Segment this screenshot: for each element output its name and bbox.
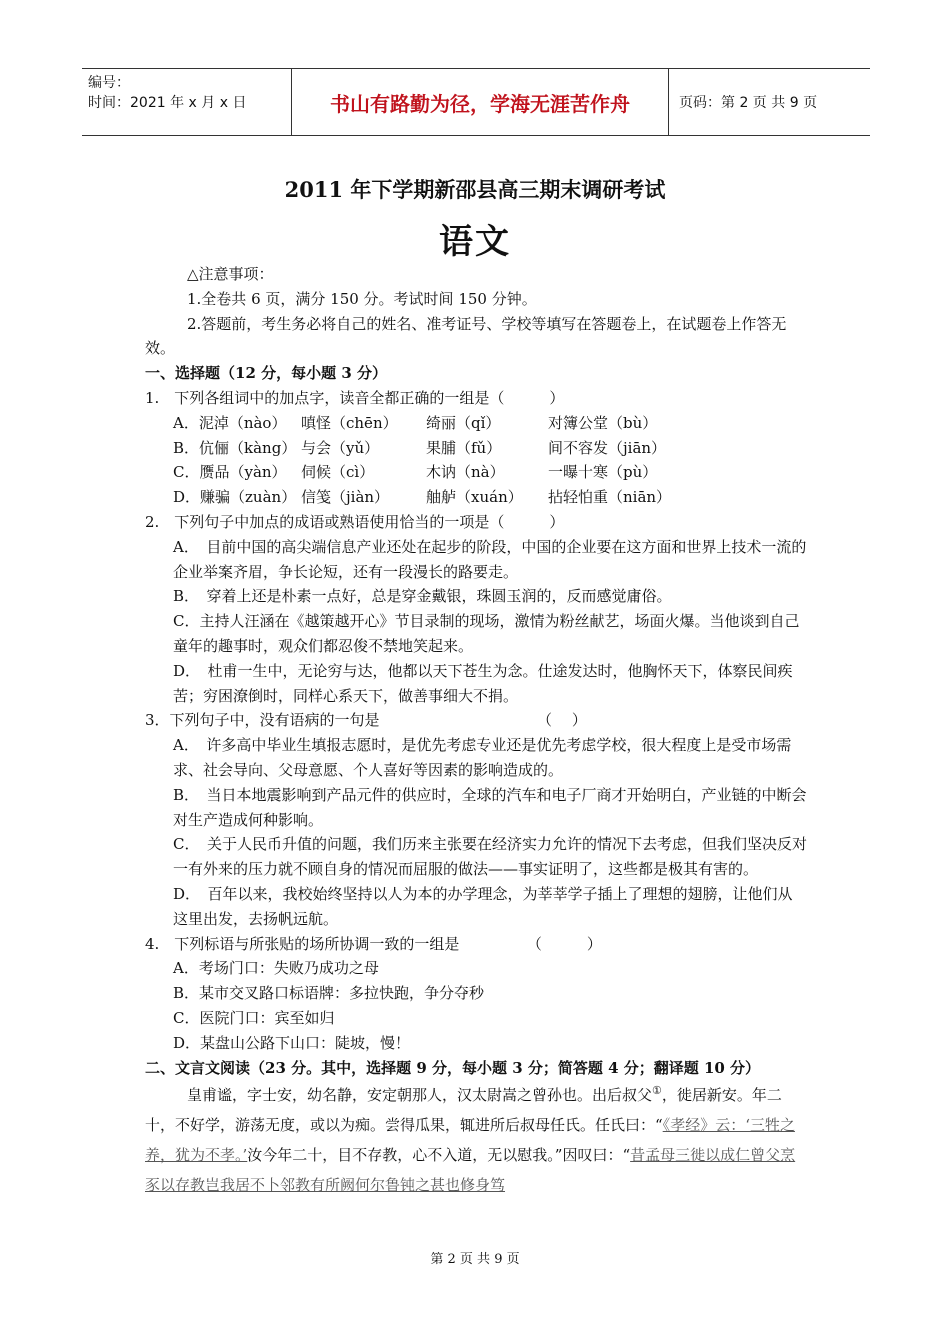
- answer-option: D． 百年以来，我校始终坚持以人为本的办学理念，为莘莘学子插上了理想的翅膀，让他们从这里出发，去扬帆远航。: [173, 884, 793, 928]
- answer-option: D．某盘山公路下山口：陡坡，慢！: [173, 1033, 411, 1052]
- option-item: 与会（yǔ）: [301, 438, 380, 457]
- notice-item: 2.答题前，考生务必将自己的姓名、准考证号、学校等填写在答题卷上，在试题卷上作答无效。: [145, 314, 787, 358]
- passage-text: 皇甫谧，字士安，幼名静，安定朝那人，汉太尉嵩之曾孙也。出后叔父: [187, 1086, 653, 1105]
- answer-option: B． 当日本地震影响到产品元件的供应时，全球的汽车和电子厂商才开始明白，产业链的中断会对生产造成何种影响。: [173, 785, 807, 829]
- page-header: [82, 68, 870, 136]
- answer-option: B． 穿着上还是朴素一点好，总是穿金戴银，珠圆玉润的，反而感觉庸俗。: [173, 587, 672, 606]
- option-item: 对簿公堂（bù）: [548, 413, 658, 432]
- passage-unpunctuated: 昔孟母三徙以成仁曾父烹豕以存教岂我居不卜邻教有所阙何尔鲁钝之甚也修身笃: [145, 1146, 796, 1195]
- option-item: A．泥淖（nào）: [173, 413, 287, 432]
- passage-text: 汝今年二十，目不存教，心不入道，无以慰我。”因叹曰：“: [247, 1146, 631, 1165]
- motto: 书山有路勤为径，学海无涯苦作舟: [292, 69, 669, 135]
- option-item: D．赚骗（zuàn）: [173, 488, 297, 507]
- option-item: 间不容发（jiān）: [548, 438, 667, 457]
- question-stem: 2. 下列句子中加点的成语或熟语使用恰当的一项是（ ）: [145, 512, 565, 531]
- option-item: 果脯（fǔ）: [426, 438, 502, 457]
- notice-head: △注意事项：: [187, 265, 274, 283]
- passage-quote: 《孝经》云：‘三牲之养，犹为不孝。’: [145, 1116, 795, 1165]
- answer-option: C． 关于人民币升值的问题，我们历来主张要在经济实力允许的情况下去考虑，但我们坚决反对一有外来的压力就不顾自身的情况而屈服的做法——事实证明了，这些都是极其有害的。: [173, 835, 807, 879]
- section-heading: 二、文言文阅读（23 分。其中，选择题 9 分，每小题 3 分；简答题 4 分；翻译题 10 分）: [145, 1058, 761, 1077]
- option-item: C．赝品（yàn）: [173, 463, 287, 482]
- question-stem: 4. 下列标语与所张贴的场所协调一致的一组是 （ ）: [145, 934, 602, 953]
- page-info: 页码：第 2 页 共 9 页: [679, 95, 818, 111]
- answer-option: C．主持人汪涵在《越策越开心》节目录制的现场，激情为粉丝献艺，场面火爆。当他谈到自己童年的趣事时，观众们都忍俊不禁地笑起来。: [173, 612, 800, 655]
- exam-title: 2011 年下学期新邵县高三期末调研考试: [284, 177, 666, 202]
- answer-option: A． 目前中国的高尖端信息产业还处在起步的阶段，中国的企业要在这方面和世界上技术一流的企业举案齐眉，争长论短，还有一段漫长的路要走。: [173, 537, 807, 581]
- answer-option: A． 许多高中毕业生填报志愿时，是优先考虑专业还是优先考虑学校，很大程度上是受市场需求、社会导向、父母意愿、个人喜好等因素的影响造成的。: [173, 736, 792, 779]
- footnote-marker: ①: [652, 1084, 662, 1098]
- time-label: 时间：2021 年 x 月 x 日: [88, 95, 247, 111]
- option-item: B．伉俪（kàng）: [173, 438, 297, 457]
- passage-text: ，徙居新安。年二十，不好学，游荡无度，或以为痴。尝得瓜果，辄进所后叔母任氏。任氏曰：“: [145, 1086, 782, 1135]
- option-row: [145, 436, 807, 461]
- option-row: [145, 485, 807, 510]
- exam-body: [145, 262, 807, 1200]
- answer-option: B．某市交叉路口标语牌：多拉快跑，争分夺秒: [173, 984, 485, 1003]
- classical-passage: [145, 1080, 807, 1200]
- option-item: 木讷（nà）: [426, 463, 505, 482]
- answer-option: D． 杜甫一生中，无论穷与达，他都以天下苍生为念。仕途发达时，他胸怀天下，体察民间疾苦；穷困潦倒时，同样心系天下，做善事细大不捐。: [173, 661, 793, 705]
- question-stem: 3．下列句子中，没有语病的一句是 （ ）: [145, 711, 587, 730]
- header-meta: [82, 69, 292, 135]
- option-row: [145, 411, 807, 436]
- section-heading: 一、选择题（12 分，每小题 3 分）: [145, 364, 387, 383]
- option-item: 嗔怪（chēn）: [301, 413, 398, 432]
- option-item: 绮丽（qǐ）: [426, 413, 501, 432]
- number-label: 编号：: [88, 75, 130, 91]
- page-footer: 第 2 页 共 9 页: [430, 1252, 520, 1267]
- option-item: 伺候（cì）: [301, 463, 375, 482]
- option-row: [145, 460, 807, 485]
- notice-item: 1.全卷共 6 页，满分 150 分。考试时间 150 分钟。: [187, 289, 537, 308]
- question-stem: 1. 下列各组词中的加点字，读音全都正确的一组是（ ）: [145, 388, 565, 407]
- option-item: 一曝十寒（pù）: [548, 463, 658, 482]
- option-item: 信笺（jiàn）: [301, 488, 390, 507]
- option-item: 舳舻（xuán）: [426, 488, 523, 507]
- answer-option: A．考场门口：失败乃成功之母: [173, 959, 379, 978]
- subject-title: 语文: [439, 222, 511, 262]
- answer-option: C．医院门口：宾至如归: [173, 1008, 335, 1027]
- option-item: 拈轻怕重（niān）: [548, 488, 672, 507]
